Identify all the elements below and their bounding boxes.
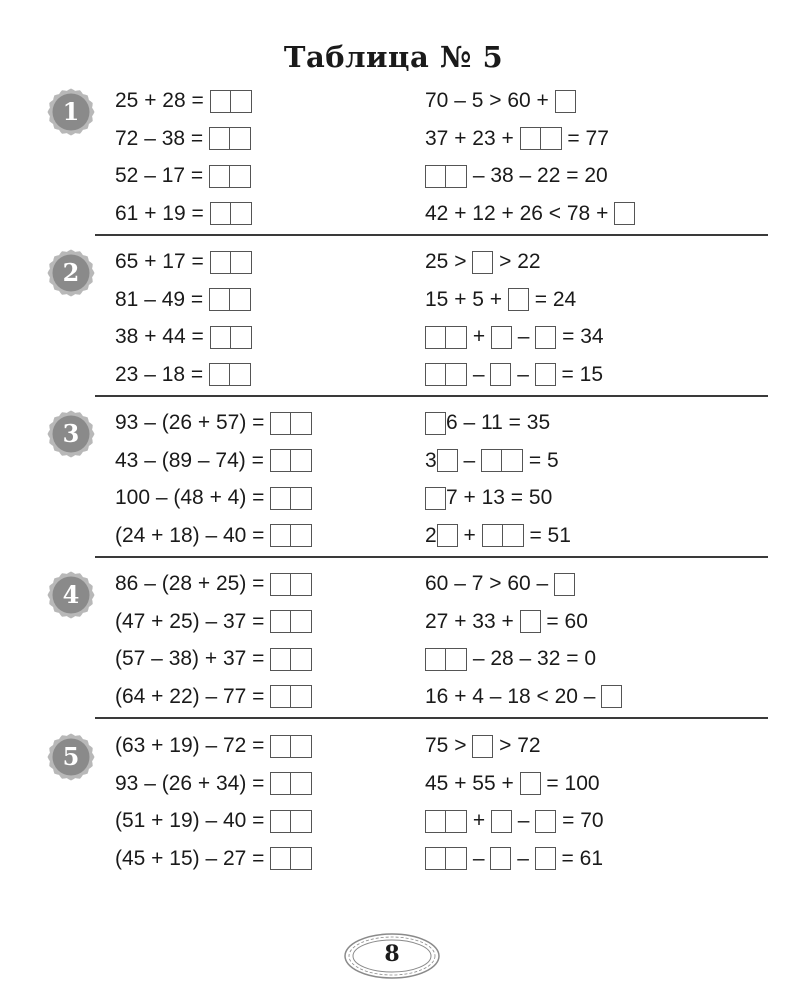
expression-text: 37 + 23 + [425, 126, 520, 150]
page-number: 8 [384, 941, 400, 967]
two-digit-answer-box [425, 847, 467, 870]
answer-box[interactable] [231, 202, 252, 225]
section-divider [95, 717, 768, 719]
two-digit-answer-box [270, 449, 312, 472]
answer-box[interactable] [270, 685, 291, 708]
expression-text: 43 – (89 – 74) = [115, 448, 270, 472]
section-number: 5 [62, 742, 80, 771]
expression-text: 100 – (48 + 4) = [115, 486, 271, 509]
two-digit-answer-box [425, 326, 467, 349]
expression-text: = 100 [540, 771, 600, 795]
two-digit-answer-box [520, 127, 562, 150]
expression-text: 23 – 18 = [115, 362, 209, 386]
expression-text: (57 – 38) + 37 = [115, 647, 271, 670]
equation-right [425, 446, 559, 476]
equation-left [115, 844, 312, 874]
equation-right [425, 607, 588, 637]
expression-text: 45 + 55 + [425, 771, 520, 795]
answer-box[interactable] [231, 251, 252, 274]
expression-text: = 24 [528, 287, 577, 311]
equation-right [425, 844, 603, 874]
answer-box[interactable] [210, 251, 231, 274]
answer-box[interactable] [270, 772, 291, 795]
expression-text: + [467, 809, 491, 832]
badge-rosette-icon [46, 570, 96, 620]
two-digit-answer-box [270, 573, 312, 596]
answer-box[interactable] [425, 363, 446, 386]
answer-box[interactable] [535, 363, 556, 386]
answer-box[interactable] [291, 810, 312, 833]
expression-text: 6 – 11 = 35 [446, 411, 551, 434]
answer-box[interactable] [210, 90, 231, 113]
badge-rosette-icon [46, 409, 96, 459]
equation-left [115, 408, 312, 438]
equation-right [425, 569, 575, 599]
expression-text: 38 + 44 = [115, 325, 210, 348]
two-digit-answer-box [270, 412, 312, 435]
answer-box[interactable] [437, 524, 458, 547]
expression-text: 2 [425, 523, 437, 547]
answer-box[interactable] [291, 685, 312, 708]
equation-left [115, 161, 251, 191]
equation-left [115, 124, 251, 154]
answer-box[interactable] [481, 449, 502, 472]
section-number: 2 [62, 258, 80, 287]
equation-left [115, 322, 252, 352]
expression-text: – [511, 362, 535, 386]
equation-left [115, 199, 252, 229]
equation-left [115, 521, 312, 551]
answer-box[interactable] [535, 810, 556, 833]
answer-box[interactable] [446, 847, 467, 870]
two-digit-answer-box [270, 487, 312, 510]
expression-text: 61 + 19 = [115, 201, 210, 225]
expression-text: – [511, 325, 536, 348]
answer-box[interactable] [291, 610, 312, 633]
answer-box[interactable] [230, 127, 251, 150]
equation-right [425, 521, 571, 551]
two-digit-answer-box [209, 127, 251, 150]
equation-right [425, 322, 604, 352]
answer-box[interactable] [446, 326, 467, 349]
equation-right [425, 483, 552, 513]
section-number-badge [46, 732, 96, 782]
expression-text: 7 + 13 = 50 [446, 486, 553, 509]
expression-text: (64 + 22) – 77 = [115, 684, 271, 708]
page-number-badge [343, 931, 441, 981]
answer-box[interactable] [491, 810, 512, 833]
answer-box[interactable] [209, 127, 230, 150]
equation-left [115, 644, 312, 674]
two-digit-answer-box [209, 363, 251, 386]
section-divider [95, 395, 768, 397]
equation-right [425, 247, 541, 277]
answer-box[interactable] [446, 810, 467, 833]
expression-text: (45 + 15) – 27 = [115, 846, 271, 870]
answer-box[interactable] [541, 127, 562, 150]
equation-right [425, 86, 576, 116]
answer-box[interactable] [270, 735, 291, 758]
two-digit-answer-box [481, 449, 523, 472]
expression-text: – [511, 809, 536, 832]
expression-text: 25 + 28 = [115, 89, 210, 112]
answer-box[interactable] [291, 648, 312, 671]
answer-box[interactable] [520, 127, 541, 150]
expression-text: – [467, 362, 491, 386]
section-number-badge [46, 87, 96, 137]
answer-box[interactable] [490, 363, 511, 386]
expression-text: 65 + 17 = [115, 250, 210, 273]
answer-box[interactable] [554, 573, 575, 596]
expression-text: 60 – 7 > 60 – [425, 572, 555, 595]
expression-text: 52 – 17 = [115, 164, 209, 187]
expression-text: = 5 [523, 448, 559, 472]
two-digit-answer-box [210, 326, 252, 349]
badge-rosette-icon [46, 732, 96, 782]
expression-text: 15 + 5 + [425, 287, 508, 311]
expression-text: (63 + 19) – 72 = [115, 734, 271, 757]
answer-box[interactable] [209, 363, 230, 386]
expression-text: – [511, 846, 535, 870]
equation-right [425, 644, 596, 674]
two-digit-answer-box [210, 251, 252, 274]
answer-box[interactable] [446, 648, 467, 671]
answer-box[interactable] [482, 524, 503, 547]
answer-box[interactable] [231, 326, 252, 349]
answer-box[interactable] [291, 573, 312, 596]
two-digit-answer-box [270, 648, 312, 671]
expression-text: – 38 – 22 = 20 [467, 164, 608, 187]
expression-text: – [457, 448, 482, 472]
expression-text: 27 + 33 + [425, 609, 520, 633]
equation-left [115, 285, 251, 315]
two-digit-answer-box [209, 165, 251, 188]
answer-box[interactable] [472, 735, 493, 758]
answer-box[interactable] [291, 735, 312, 758]
answer-box[interactable] [491, 326, 512, 349]
section-number: 4 [62, 580, 80, 609]
expression-text: = 60 [540, 609, 588, 633]
two-digit-answer-box [270, 772, 312, 795]
expression-text: (51 + 19) – 40 = [115, 809, 271, 832]
expression-text: 25 > [425, 250, 473, 273]
equation-right [425, 769, 600, 799]
answer-box[interactable] [425, 810, 446, 833]
answer-box[interactable] [502, 449, 523, 472]
equation-left [115, 569, 312, 599]
answer-box[interactable] [210, 326, 231, 349]
two-digit-answer-box [425, 363, 467, 386]
section-number-badge [46, 409, 96, 459]
answer-box[interactable] [270, 610, 291, 633]
expression-text: 75 > [425, 734, 473, 757]
expression-text: + [457, 523, 482, 547]
two-digit-answer-box [210, 90, 252, 113]
answer-box[interactable] [291, 487, 312, 510]
equation-left [115, 731, 312, 761]
answer-box[interactable] [425, 487, 446, 510]
answer-box[interactable] [437, 449, 458, 472]
equation-left [115, 247, 252, 277]
expression-text: > 72 [493, 734, 541, 757]
equation-right [425, 124, 609, 154]
equation-right [425, 360, 603, 390]
section-number: 1 [62, 97, 80, 126]
equation-left [115, 86, 252, 116]
equation-right [425, 408, 550, 438]
section-divider [95, 556, 768, 558]
expression-text: 93 – (26 + 34) = [115, 771, 271, 795]
equation-right [425, 199, 635, 229]
expression-text: – [467, 846, 491, 870]
answer-box[interactable] [270, 449, 291, 472]
answer-box[interactable] [231, 90, 252, 113]
expression-text: = 77 [561, 126, 609, 150]
expression-text: 93 – (26 + 57) = [115, 411, 271, 434]
answer-box[interactable] [230, 288, 251, 311]
expression-text: > 22 [493, 250, 541, 273]
answer-box[interactable] [291, 847, 312, 870]
page-title: Таблица № 5 [283, 40, 504, 74]
two-digit-answer-box [270, 847, 312, 870]
answer-box[interactable] [291, 412, 312, 435]
answer-box[interactable] [291, 772, 312, 795]
equation-left [115, 769, 312, 799]
equation-right [425, 285, 576, 315]
expression-text: = 34 [556, 325, 604, 348]
expression-text: 86 – (28 + 25) = [115, 572, 271, 595]
answer-box[interactable] [270, 524, 291, 547]
answer-box[interactable] [425, 412, 446, 435]
badge-rosette-icon [46, 87, 96, 137]
answer-box[interactable] [520, 772, 541, 795]
two-digit-answer-box [270, 685, 312, 708]
section-number: 3 [62, 419, 80, 448]
expression-text: = 51 [523, 523, 571, 547]
equation-right [425, 161, 608, 191]
two-digit-answer-box [210, 202, 252, 225]
answer-box[interactable] [291, 524, 312, 547]
answer-box[interactable] [508, 288, 529, 311]
section-number-badge [46, 570, 96, 620]
answer-box[interactable] [209, 288, 230, 311]
answer-box[interactable] [446, 363, 467, 386]
two-digit-answer-box [425, 165, 467, 188]
badge-rosette-icon [46, 248, 96, 298]
answer-box[interactable] [490, 847, 511, 870]
answer-box[interactable] [270, 487, 291, 510]
equation-right [425, 682, 622, 712]
answer-box[interactable] [555, 90, 576, 113]
answer-box[interactable] [503, 524, 524, 547]
answer-box[interactable] [270, 412, 291, 435]
answer-box[interactable] [425, 847, 446, 870]
answer-box[interactable] [270, 847, 291, 870]
equation-left [115, 806, 312, 836]
answer-box[interactable] [230, 363, 251, 386]
expression-text: = 15 [555, 362, 604, 386]
expression-text: 16 + 4 – 18 < 20 – [425, 684, 602, 708]
answer-box[interactable] [535, 326, 556, 349]
expression-text: 70 – 5 > 60 + [425, 89, 555, 112]
answer-box[interactable] [601, 685, 622, 708]
equation-right [425, 731, 541, 761]
two-digit-answer-box [270, 735, 312, 758]
answer-box[interactable] [535, 847, 556, 870]
answer-box[interactable] [425, 165, 446, 188]
section-divider [95, 234, 768, 236]
expression-text: 72 – 38 = [115, 126, 209, 150]
equation-left [115, 607, 312, 637]
equation-right [425, 806, 604, 836]
expression-text: (47 + 25) – 37 = [115, 609, 271, 633]
two-digit-answer-box [270, 810, 312, 833]
two-digit-answer-box [270, 610, 312, 633]
expression-text: = 70 [556, 809, 604, 832]
equation-left [115, 360, 251, 390]
expression-text: 42 + 12 + 26 < 78 + [425, 201, 615, 225]
expression-text: 3 [425, 448, 437, 472]
two-digit-answer-box [425, 648, 467, 671]
answer-box[interactable] [472, 251, 493, 274]
answer-box[interactable] [291, 449, 312, 472]
answer-box[interactable] [270, 648, 291, 671]
answer-box[interactable] [210, 202, 231, 225]
equation-left [115, 682, 312, 712]
equation-left [115, 446, 312, 476]
expression-text: (24 + 18) – 40 = [115, 523, 271, 547]
two-digit-answer-box [482, 524, 524, 547]
two-digit-answer-box [270, 524, 312, 547]
answer-box[interactable] [446, 165, 467, 188]
answer-box[interactable] [614, 202, 635, 225]
answer-box[interactable] [520, 610, 541, 633]
section-number-badge [46, 248, 96, 298]
answer-box[interactable] [270, 573, 291, 596]
expression-text: – 28 – 32 = 0 [467, 647, 597, 670]
expression-text: 81 – 49 = [115, 287, 209, 311]
answer-box[interactable] [209, 165, 230, 188]
expression-text: + [467, 325, 491, 348]
answer-box[interactable] [270, 810, 291, 833]
answer-box[interactable] [230, 165, 251, 188]
two-digit-answer-box [209, 288, 251, 311]
answer-box[interactable] [425, 648, 446, 671]
answer-box[interactable] [425, 326, 446, 349]
two-digit-answer-box [425, 810, 467, 833]
expression-text: = 61 [555, 846, 604, 870]
equation-left [115, 483, 312, 513]
